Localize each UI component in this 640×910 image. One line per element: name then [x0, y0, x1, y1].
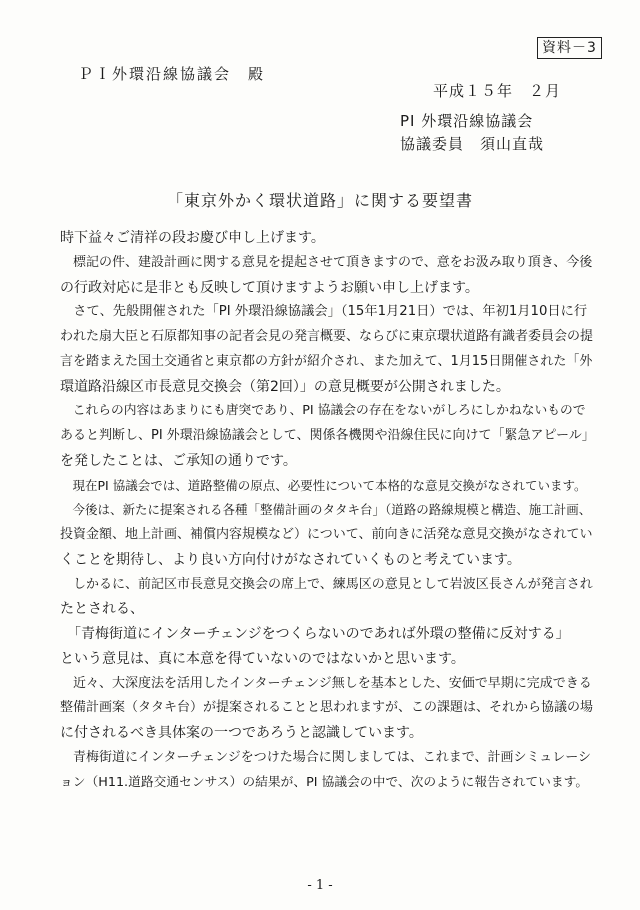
body-line: 「青梅街道にインターチェンジをつくらないのであれば外環の整備に反対する」 [60, 626, 570, 642]
document-label: 資料－3 [537, 37, 602, 59]
body-line: くことを期待し、より良い方向付けがなされていくものと考えています。 [60, 551, 521, 568]
body-line: 現在PI 協議会では、道路整備の原点、必要性について本格的な意見交換がなされています。 [60, 477, 587, 493]
body-line: ョン（H11.道路交通センサス）の結果が、PI 協議会の中で、次のように報告されています。 [60, 774, 589, 790]
page-number: - 1 - [307, 878, 333, 893]
body-line: しかるに、前記区市長意見交換会の席上で、練馬区の意見として岩波区長さんが発言され [60, 576, 593, 592]
body-line: 整備計画案（タタキ台）が提案されることと思われますが、この課題は、それから協議の場 [60, 700, 594, 716]
body-line: 近々、大深度法を活用したインターチェンジ無しを基本とした、安価で早期に完成できる [60, 675, 592, 691]
document-date: 平成１５年 ２月 [433, 82, 562, 100]
body-line: 言を踏まえた国土交通省と東京都の方針が紹介され、また加えて、1月15日開催された「外 [60, 353, 593, 369]
body-line: あると判断し、PI 外環沿線協議会として、関係各機関や沿線住民に向けて「緊急アピール」 [60, 428, 595, 443]
document-title: 「東京外かく環状道路」に関する要望書 [166, 191, 473, 210]
body-line: これらの内容はあまりにも唐突であり、PI 協議会の存在をないがしろにしかねないもので [60, 403, 586, 419]
body-line: 標記の件、建設計画に関する意見を提起させて頂きますので、意をお汲み取り頂き、今後 [60, 254, 593, 270]
body-line: さて、先般開催された「PI 外環沿線協議会」（15年1月21日）では、年初1月10日に行 [60, 304, 588, 320]
body-line: という意見は、真に本意を得ていないのではないかと思います。 [60, 650, 465, 667]
body-line: の行政対応に是非とも反映して頂けますようお願い申し上げます。 [60, 279, 479, 296]
body-line: 時下益々ご清祥の段お慶び申し上げます。 [60, 230, 325, 246]
sender-person: 協議委員 須山直哉 [400, 135, 545, 153]
body-line: 投資金額、地上計画、補償内容規模など）について、前向きに活発な意見交換がなされてい [60, 527, 593, 542]
document-body [60, 226, 595, 795]
sender-organization: PI 外環沿線協議会 [400, 112, 534, 130]
addressee: ＰＩ外環沿線協議会 殿 [78, 65, 266, 83]
body-line: われた扇大臣と石原都知事の記者会見の発言概要、ならびに東京環状道路有識者委員会の提 [60, 329, 594, 344]
body-line: を発したことは、ご承知の通りです。 [60, 452, 297, 469]
body-line: 環道路沿線区市長意見交換会（第2回）」の意見概要が公開されました。 [60, 378, 510, 395]
body-line: 青梅街道にインターチェンジをつけた場合に関しましては、これまで、計画シミュレーシ [60, 749, 591, 765]
body-line: たとされる、 [60, 601, 144, 618]
body-line: 今後は、新たに提案される各種「整備計画のタタキ台」（道路の路線規模と構造、施工計画、 [60, 502, 592, 518]
body-line: に付されるべき具体案の一つであろうと認識しています。 [60, 725, 423, 741]
